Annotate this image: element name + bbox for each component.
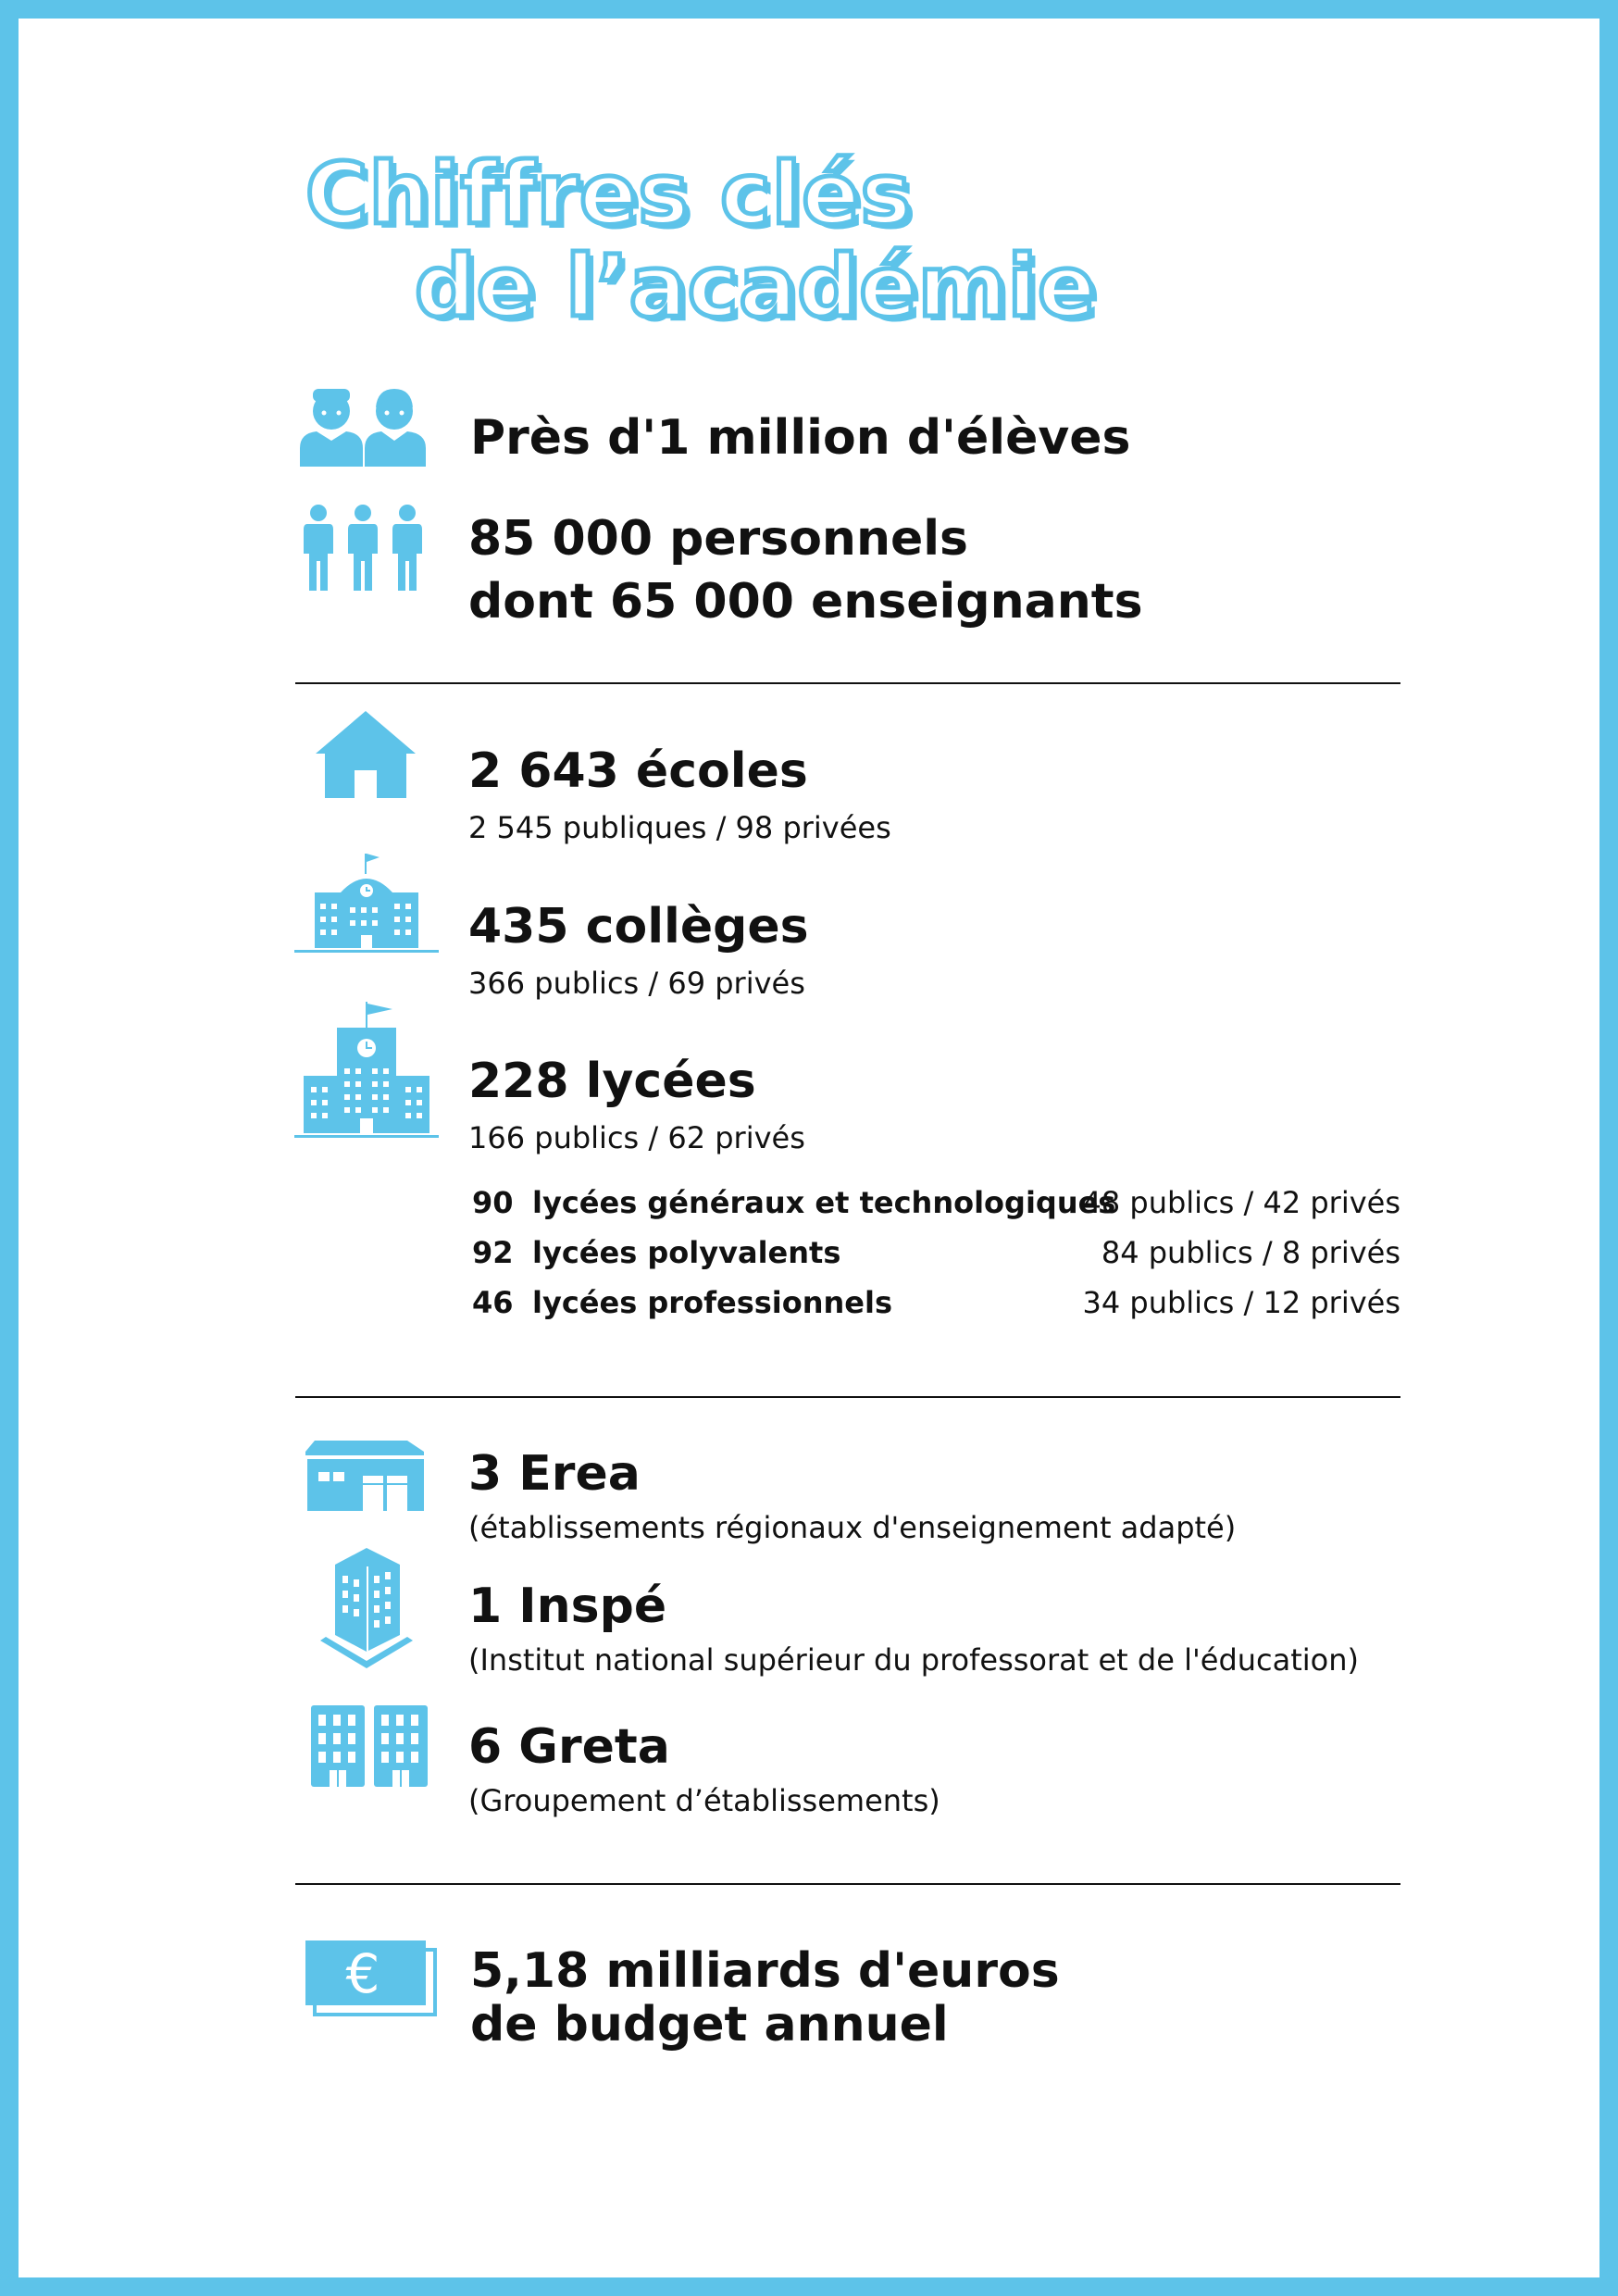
eleves-label: Près d'1 million d'élèves <box>470 410 1131 466</box>
lycee-type: lycées généraux et technologiques <box>532 1185 1116 1220</box>
divider-3 <box>295 1883 1400 1885</box>
colleges-label: 435 collèges <box>468 899 809 955</box>
divider-1 <box>295 682 1400 684</box>
personnels-line1: 85 000 personnels <box>468 511 969 567</box>
erea-label: 3 Erea <box>468 1446 641 1502</box>
tower-building-icon <box>317 1544 417 1670</box>
svg-text:€: € <box>345 1942 380 2005</box>
house-icon <box>314 709 417 800</box>
warehouse-icon <box>305 1439 426 1511</box>
budget-line2: de budget annuel <box>470 1997 949 2053</box>
lycees-detail: 166 publics / 62 privés <box>468 1120 805 1155</box>
lycee-split: 34 publics / 12 privés <box>1082 1285 1400 1320</box>
divider-2 <box>295 1396 1400 1398</box>
inspe-detail: (Institut national supérieur du professorat et de l'éducation) <box>468 1642 1360 1678</box>
high-school-icon <box>294 1000 439 1139</box>
page-title-line2: de l’académie <box>415 237 1097 336</box>
greta-detail: (Groupement d’établissements) <box>468 1783 940 1818</box>
lycee-type: lycées polyvalents <box>532 1235 841 1270</box>
personnels-line2: dont 65 000 enseignants <box>468 574 1143 630</box>
lycee-type: lycées professionnels <box>532 1285 893 1320</box>
colleges-detail: 366 publics / 69 privés <box>468 966 805 1001</box>
lycee-count: 90 <box>472 1185 514 1220</box>
buildings-icon <box>309 1703 429 1789</box>
euro-banknote-icon <box>305 1940 437 2016</box>
lycees-label: 228 lycées <box>468 1054 756 1109</box>
students-icon <box>298 385 428 467</box>
school-icon <box>294 852 439 954</box>
lycee-count: 92 <box>472 1235 514 1270</box>
lycee-count: 46 <box>472 1285 514 1320</box>
lycees-breakdown-row <box>472 1234 1400 1271</box>
lycee-split: 48 publics / 42 privés <box>1082 1185 1400 1220</box>
erea-detail: (établissements régionaux d'enseignement adapté) <box>468 1510 1237 1545</box>
lycee-split: 84 publics / 8 privés <box>1101 1235 1400 1270</box>
greta-label: 6 Greta <box>468 1719 670 1775</box>
ecoles-detail: 2 545 publiques / 98 privées <box>468 810 891 845</box>
page-title-line1: Chiffres clés <box>305 144 913 243</box>
budget-line1: 5,18 milliards d'euros <box>470 1943 1060 1999</box>
lycees-breakdown-row <box>472 1184 1400 1221</box>
ecoles-label: 2 643 écoles <box>468 743 808 799</box>
inspe-label: 1 Inspé <box>468 1578 667 1634</box>
lycees-breakdown-row <box>472 1284 1400 1321</box>
staff-icon <box>298 504 428 593</box>
